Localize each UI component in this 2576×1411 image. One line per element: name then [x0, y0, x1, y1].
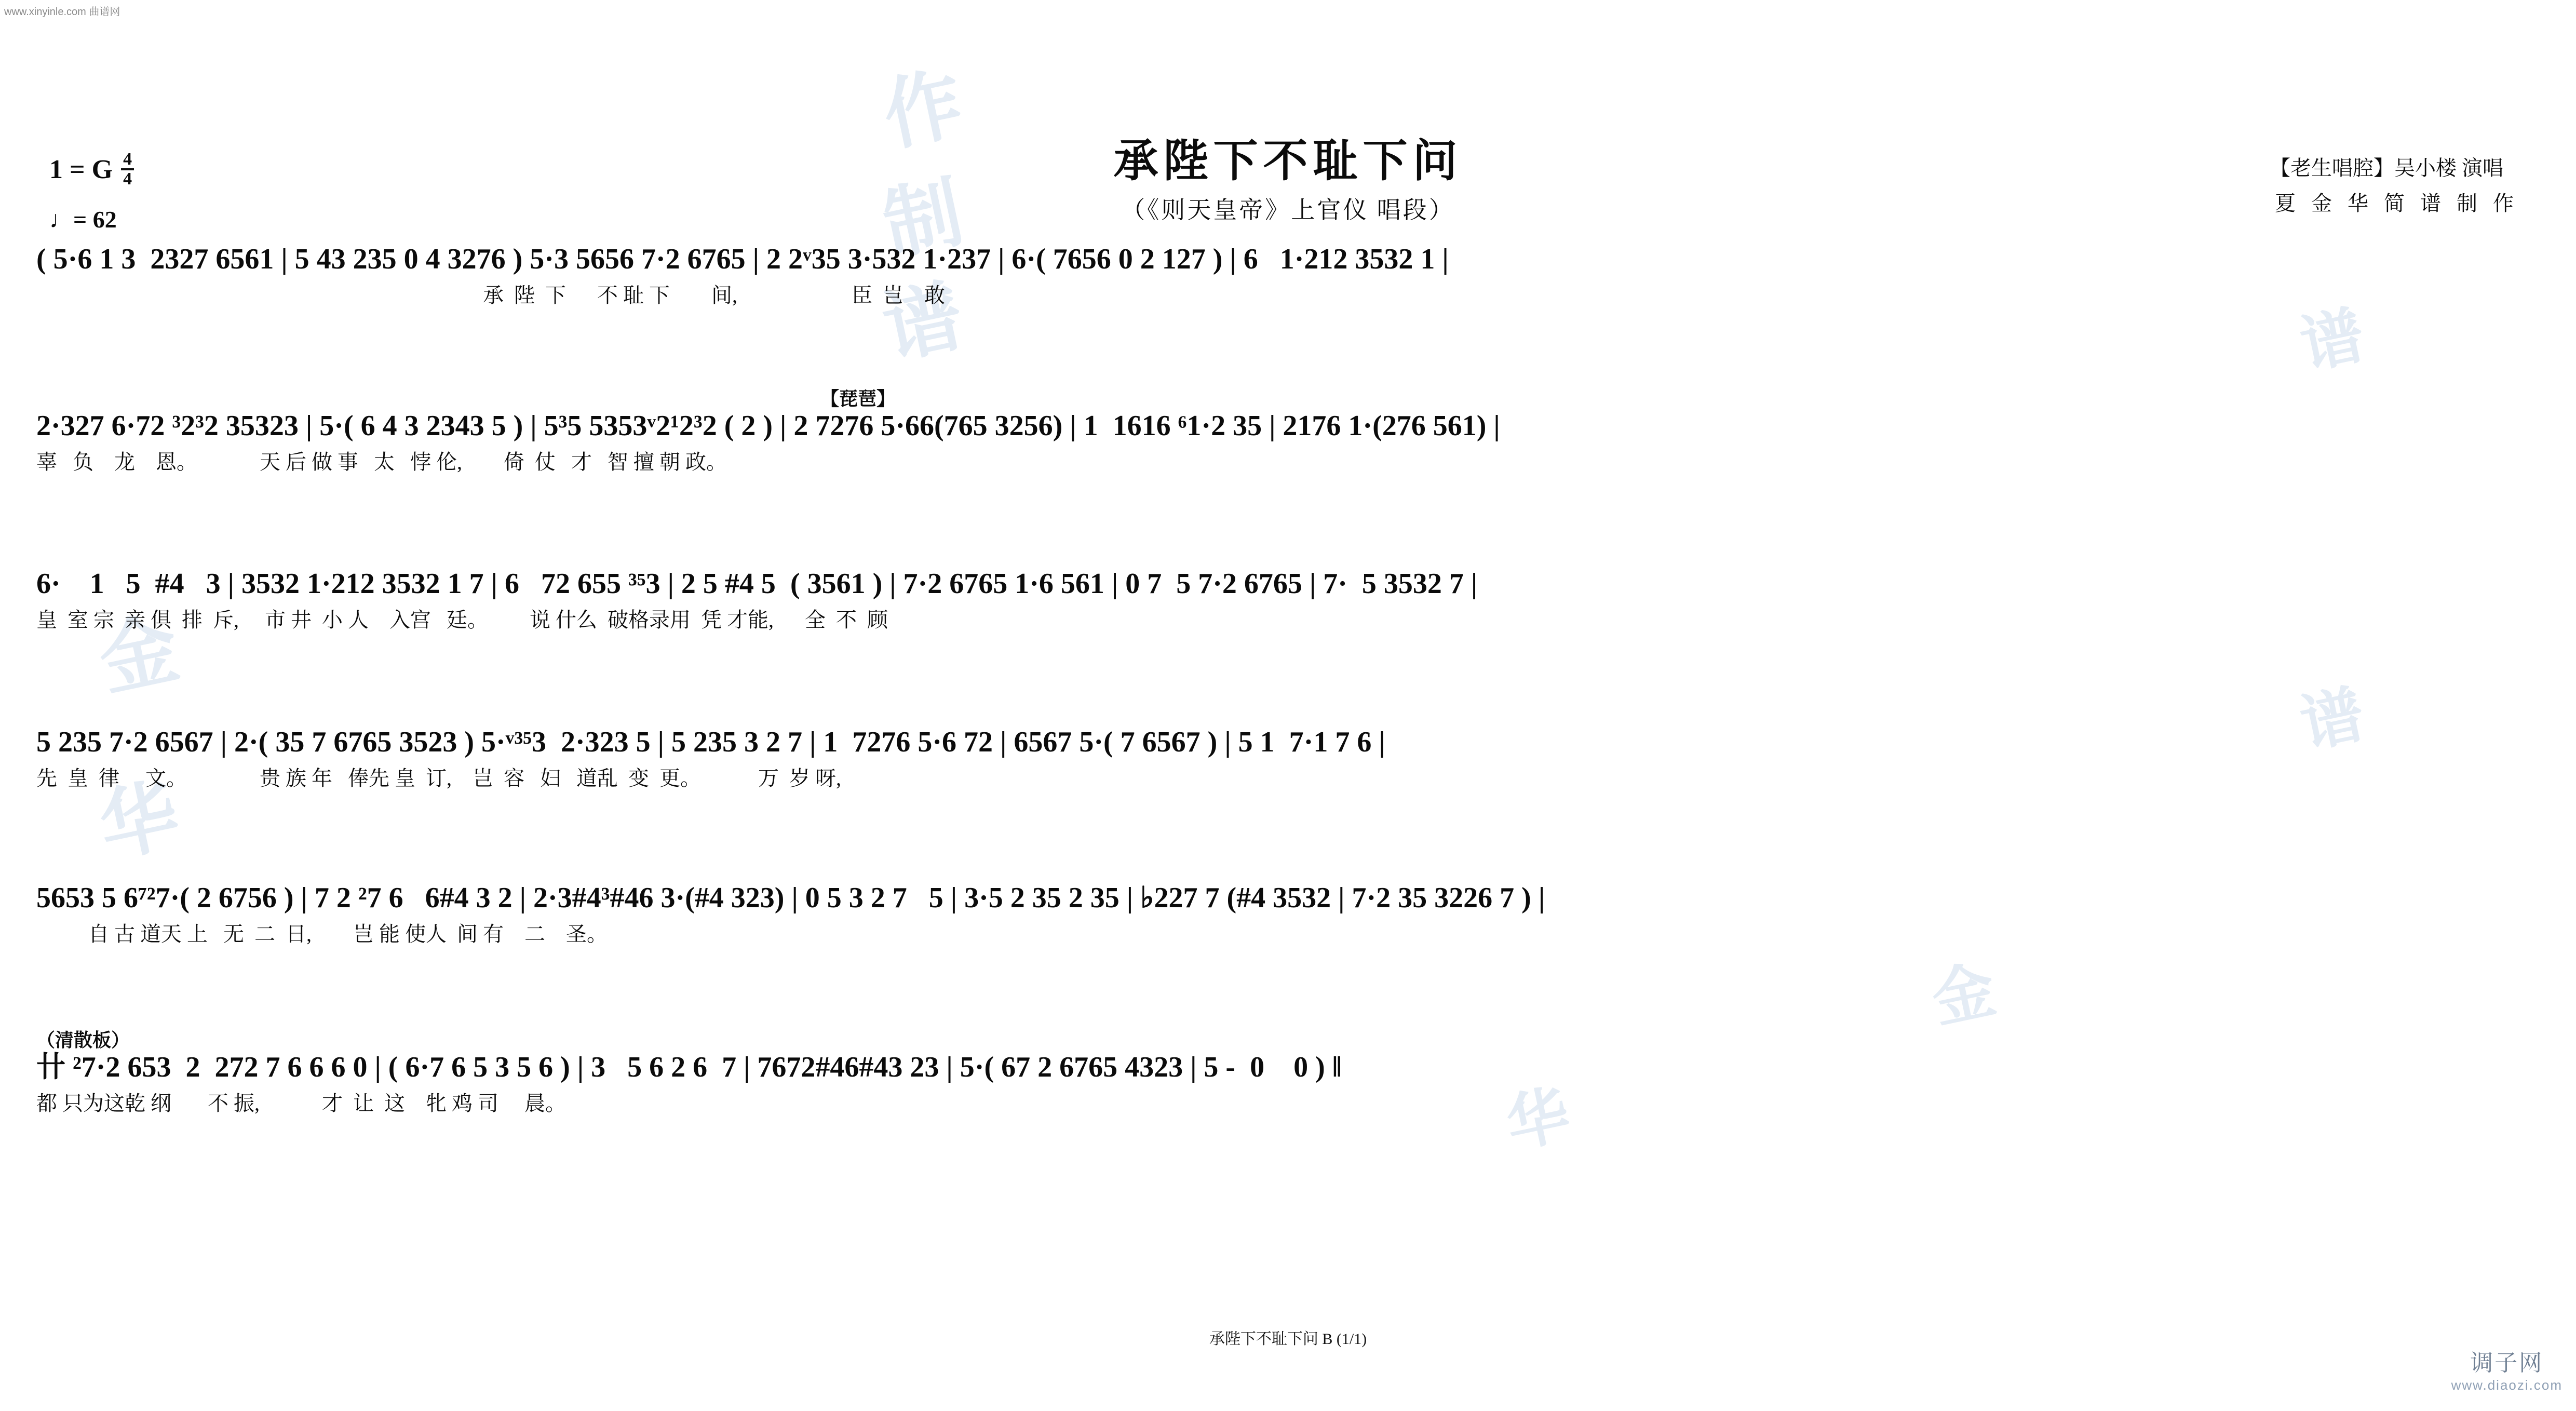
- credit-transcriber: 夏 金 华 简 谱 制 作: [2275, 192, 2519, 215]
- lyrics-line: 都 只为这乾 纲 不 振, 才 让 这 牝 鸡 司 晨。: [36, 1091, 566, 1115]
- notation-line: 2·327 6·72 ³2³2 35323 | 5·( 6 4 3 2343 5 ) | 5³5 5353ᵛ2¹2³2 ( 2 ) | 2 7276 5·66(765 3256) | 1 1616 ⁶1·2 35 | 2176 1·(276 561) |: [36, 410, 1500, 442]
- site-url: www.diaozi.com: [2451, 1377, 2562, 1393]
- watermark: 华: [92, 771, 186, 872]
- instrument-marker: 【琵琶】: [820, 388, 896, 409]
- watermark: 谱: [2295, 679, 2370, 760]
- tempo-marking: ♩= 62: [49, 206, 117, 233]
- lyrics-line: 皇 室 宗 亲 俱 排 斥, 市 井 小 人 入宫 廷。 说 什么 破格录用 凭 才能, 全 不 顾: [36, 608, 888, 631]
- time-signature-numerator: 4: [121, 151, 134, 170]
- page-footer: 承陛下不耻下问 B (1/1): [1209, 1331, 1367, 1348]
- score-row: [36, 727, 2544, 790]
- page-title: 承陛下不耻下问: [1113, 136, 1463, 186]
- site-name: 调子网: [2470, 1350, 2544, 1376]
- score-row: [36, 569, 2544, 631]
- source-site-label: www.xinyinle.com 曲谱网: [4, 6, 120, 18]
- score-row: [36, 244, 2544, 307]
- notation-line: 5653 5 6⁷²7·( 2 6756 ) | 7 2 ²7 6 6#4 3 2 | 2·3#4³#46 3·(#4 323) | 0 5 3 2 7 5 | 3·5 2 35 2 35 | ♭227 7 (#4 3532 | 7·2 35 3226 7 ) |: [36, 882, 1545, 914]
- watermark: 华: [1500, 1079, 1576, 1160]
- watermark: 作: [876, 60, 970, 161]
- score-row: [36, 384, 2544, 474]
- page-subtitle: （《则天皇帝》上官仪 唱段）: [1121, 197, 1455, 223]
- watermark: 金: [92, 605, 186, 706]
- key-signature: 1 = G: [49, 154, 113, 184]
- score-row: [36, 1026, 2544, 1115]
- watermark: 制: [876, 169, 970, 270]
- lyrics-line: 自 古 道天 上 无 二 日, 岂 能 使人 间 有 二 圣。: [36, 922, 608, 946]
- tempo-style-marker: （清散板）: [36, 1030, 130, 1051]
- notation-line: 5 235 7·2 6567 | 2·( 35 7 6765 3523 ) 5·ᵛ³⁵3 2·323 5 | 5 235 3 2 7 | 1 7276 5·6 72 | 6567 5·( 7 6567 ) | 5 1 7·1 7 6 |: [36, 726, 1385, 758]
- notation-line: 6· 1 5 #4 3 | 3532 1·212 3532 1 7 | 6 72 655 ³⁵3 | 2 5 #4 5 ( 3561 ) | 7·2 6765 1·6 561 | 0 7 5 7·2 6765 | 7· 5 3532 7 |: [36, 568, 1478, 600]
- notation-line: ( 5·6 1 3 2327 6561 | 5 43 235 0 4 3276 ) 5·3 5656 7·2 6765 | 2 2ᵛ35 3·532 1·237 | 6·( 7656 0 2 127 ) | 6 1·212 3532 1 |: [36, 243, 1449, 275]
- notation-line: 卄 ²7·2 653 2 272 7 6 6 6 0 | ( 6·7 6 5 3 5 6 ) | 3 5 6 2 6 7 | 7672#46#43 23 | 5·( 67 2 6765 4323 | 5 - 0 0 ) ‖: [36, 1051, 1342, 1083]
- watermark: 谱: [876, 273, 970, 374]
- watermark: 金: [1926, 955, 2002, 1036]
- lyrics-line: 承 陛 下 不 耻 下 间, 臣 岂 敢: [36, 283, 945, 307]
- score-row: [36, 883, 2544, 946]
- credits-block: [2270, 151, 2519, 221]
- lyrics-line: 先 皇 律 文。 贵 族 年 俸先 皇 订, 岂 容 妇 道乱 变 更。 万 岁 呀,: [36, 766, 841, 790]
- watermark: 谱: [2295, 300, 2370, 381]
- credit-performer: 【老生唱腔】吴小楼 演唱: [2270, 156, 2503, 180]
- time-signature-denominator: 4: [123, 169, 132, 189]
- lyrics-line: 辜 负 龙 恩。 天 后 做 事 太 悖 伦, 倚 仗 才 智 擅 朝 政。: [36, 450, 727, 474]
- site-branding: [2451, 1344, 2562, 1393]
